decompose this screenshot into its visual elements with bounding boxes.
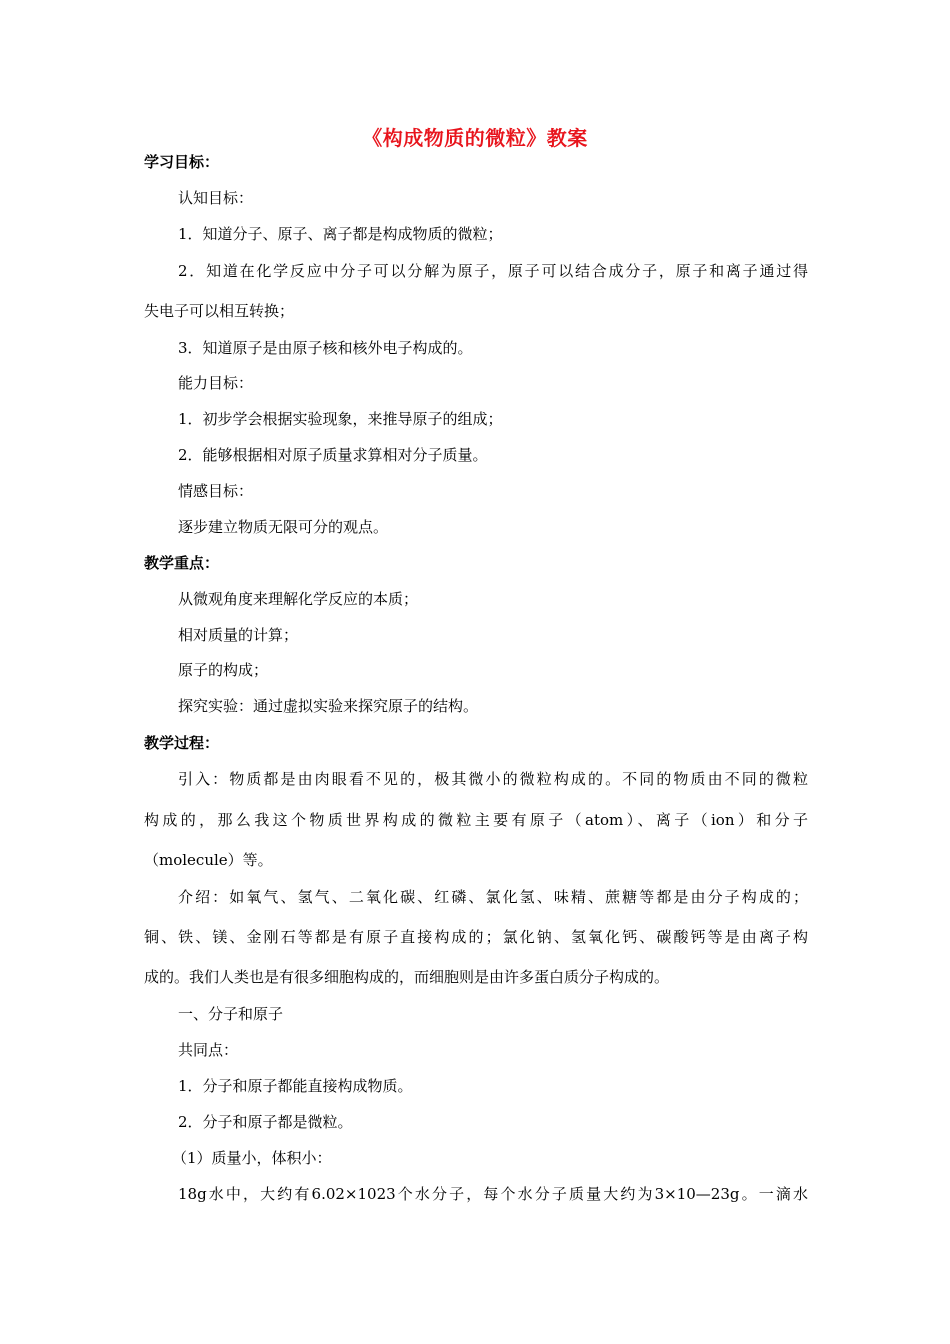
water-molecule-line: 18g水中，大约有6.02×1023个水分子，每个水分子质量大约为3×10—23g。一滴水 xyxy=(178,1185,808,1203)
key-point-4: 探究实验：通过虚拟实验来探究原子的结构。 xyxy=(178,697,479,715)
section-heading-learning-goals: 学习目标： xyxy=(144,153,220,171)
key-point-3: 原子的构成； xyxy=(178,661,269,679)
intro-line-2: 构成的，那么我这个物质世界构成的微粒主要有原子（atom）、离子（ion）和分子 xyxy=(144,811,808,829)
emotion-goal-1: 逐步建立物质无限可分的观点。 xyxy=(178,518,389,536)
key-point-2: 相对质量的计算； xyxy=(178,626,299,644)
cognitive-goals-label: 认知目标： xyxy=(178,189,254,207)
key-point-1: 从微观角度来理解化学反应的本质； xyxy=(178,590,419,608)
section-heading-key-points: 教学重点： xyxy=(144,554,220,572)
section-heading-process: 教学过程： xyxy=(144,734,220,752)
description-line-2: 铜、铁、镁、金刚石等都是有原子直接构成的；氯化钠、氢氧化钙、碳酸钙等是由离子构 xyxy=(144,928,808,946)
cognitive-goal-3: 3．知道原子是由原子核和核外电子构成的。 xyxy=(178,339,473,357)
cognitive-goal-2-line-2: 失电子可以相互转换； xyxy=(144,302,295,320)
emotion-goals-label: 情感目标： xyxy=(178,482,254,500)
ability-goals-label: 能力目标： xyxy=(178,374,254,392)
common-point-1: 1．分子和原子都能直接构成物质。 xyxy=(178,1077,413,1095)
description-line-3: 成的。我们人类也是有很多细胞构成的，而细胞则是由许多蛋白质分子构成的。 xyxy=(144,968,670,986)
cognitive-goal-2-line-1: 2．知道在化学反应中分子可以分解为原子，原子可以结合成分子，原子和离子通过得 xyxy=(178,262,808,280)
common-point-2: 2．分子和原子都是微粒。 xyxy=(178,1113,353,1131)
document-title: 《构成物质的微粒》教案 xyxy=(362,126,588,150)
description-line-1: 介绍：如氧气、氢气、二氧化碳、红磷、氯化氢、味精、蔗糖等都是由分子构成的； xyxy=(178,888,808,906)
ability-goal-1: 1．初步学会根据实验现象，来推导原子的组成； xyxy=(178,410,503,428)
common-points-label: 共同点： xyxy=(178,1041,239,1059)
sub-point-1: （1）质量小，体积小： xyxy=(172,1149,332,1167)
ability-goal-2: 2．能够根据相对原子质量求算相对分子质量。 xyxy=(178,446,488,464)
intro-line-3: （molecule）等。 xyxy=(144,851,273,869)
intro-line-1: 引入：物质都是由肉眼看不见的，极其微小的微粒构成的。不同的物质由不同的微粒 xyxy=(178,770,808,788)
part-1-title: 一、分子和原子 xyxy=(178,1005,284,1023)
cognitive-goal-1: 1．知道分子、原子、离子都是构成物质的微粒； xyxy=(178,225,503,243)
